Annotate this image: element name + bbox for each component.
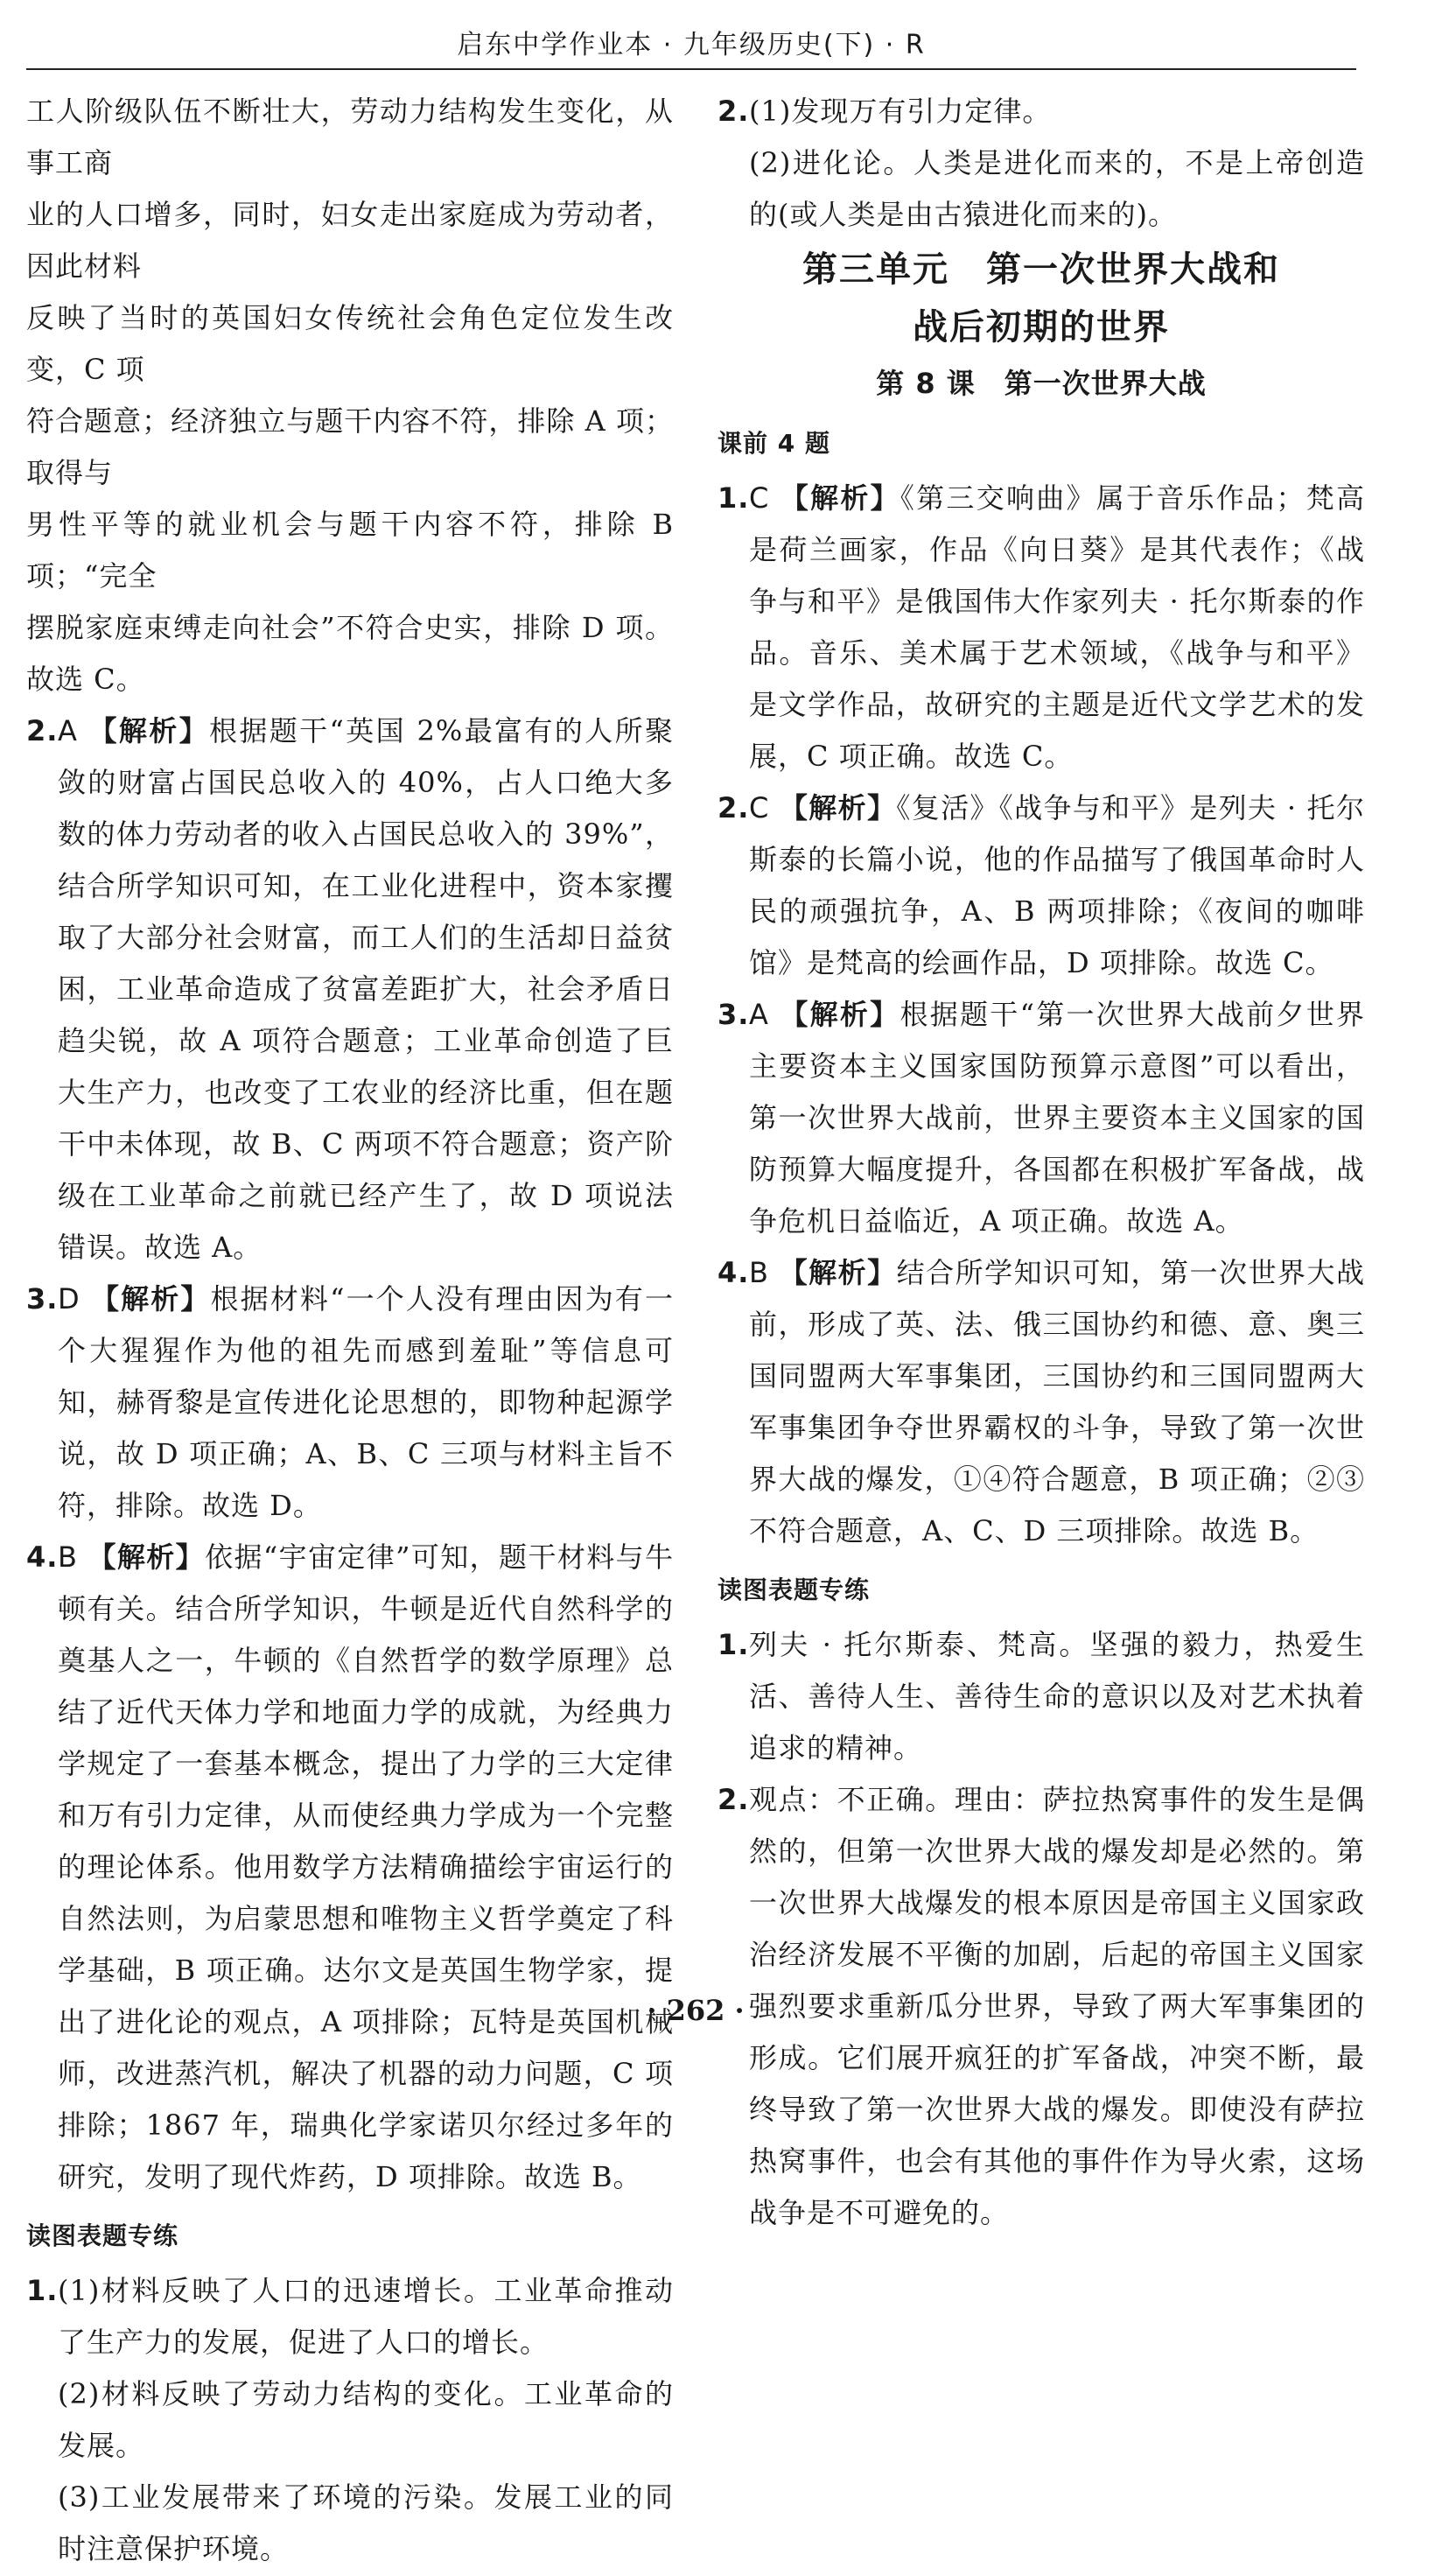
question-number: 2. (718, 791, 750, 824)
section-heading: 课前 4 题 (718, 429, 830, 458)
intro-line: 业的人口增多，同时，妇女走出家庭成为劳动者，因此材料 (26, 198, 674, 283)
analysis-text: 依据“宇宙定律”可知，题干材料与牛顿有关。结合所学知识，牛顿是近代自然科学的奠基人之一，牛顿的《自然哲学的数学原理》总结了近代天体力学和地面力学的成就，为经典力学规定了一套基本概念，提出了力学的三大定律和万有引力定律，从而使经典力学成为一个完整的理论体系。他用数学方法精确描绘宇宙运行的自然法则，为启蒙思想和唯物主义哲学奠定了科学基础，B 项正确。达尔文是英国生物学家，提出了进化论的观点，A 项排除；瓦特是英国机械师，改进蒸汽机，解决了机器的动力问题，C 项排除；1867 年，瑞典化学家诺贝尔经过多年的研究，发明了现代炸药，D 项排除。故选 B。 (58, 1540, 674, 2193)
analysis-text: 根据材料“一个人没有理由因为有一个大猩猩作为他的祖先而感到羞耻”等信息可知，赫胥黎是宣传进化论思想的，即物种起源学说，故 D 项正确；A、B、C 三项与材料主旨不符，排除。故选 D。 (58, 1282, 674, 1522)
page-number: · 262 · (647, 1994, 745, 2027)
answer-part: (2)材料反映了劳动力结构的变化。工业革命的发展。 (58, 2377, 674, 2462)
unit-title-line: 第三单元 第一次世界大战和 (802, 249, 1280, 290)
reading-question-1 (718, 1619, 1365, 1774)
analysis-text: 根据题干“第一次世界大战前夕世界主要资本主义国家国防预算示意图”可以看出，第一次世界大战前，世界主要资本主义国家的国防预算大幅度提升，各国都在积极扩军备战，战争危机日益临近，A 项正确。故选 A。 (749, 998, 1365, 1238)
analysis-tag: 【解析】 (780, 481, 900, 515)
answer-letter: A (58, 714, 78, 747)
intro-line: 工人阶级队伍不断壮大，劳动力结构发生变化，从事工商 (26, 95, 674, 179)
book-title: 启东中学作业本 · 九年级历史(下) · R (457, 30, 926, 60)
question-number: 4. (26, 1540, 59, 1574)
question-4 (26, 1532, 674, 2203)
question-number: 2. (26, 714, 59, 747)
question-number: 1. (718, 481, 750, 515)
answer-letter: B (58, 1540, 78, 1574)
analysis-tag: 【解析】 (779, 791, 897, 824)
intro-line: 反映了当时的英国妇女传统社会角色定位发生改变，C 项 (26, 301, 674, 386)
question-number: 1. (718, 1628, 750, 1661)
right-column (718, 86, 1365, 2239)
question-4 (718, 1247, 1365, 1557)
analysis-text: 《复活》《战争与和平》是列夫 · 托尔斯泰的长篇小说，他的作品描写了俄国革命时人民的顽强抗争，A、B 两项排除；《夜间的咖啡馆》是梵高的绘画作品，D 项排除。故选 C。 (749, 791, 1365, 979)
analysis-text: 结合所学知识可知，第一次世界大战前，形成了英、法、俄三国协约和德、意、奥三国同盟两大军事集团，三国协约和三国同盟两大军事集团争夺世界霸权的斗争，导致了第一次世界大战的爆发，①④符合题意，B 项正确；②③不符合题意，A、C、D 三项排除。故选 B。 (749, 1256, 1365, 1547)
unit-title (718, 241, 1365, 356)
answer-part: (1)发现万有引力定律。 (749, 95, 1052, 128)
question-3 (26, 1273, 674, 1532)
unit-title-line: 战后初期的世界 (913, 307, 1170, 347)
answer-text: 观点：不正确。理由：萨拉热窝事件的发生是偶然的，但第一次世界大战的爆发却是必然的。第一次世界大战爆发的根本原因是帝国主义国家政治经济发展不平衡的加剧，后起的帝国主义国家强烈要求重新瓜分世界，导致了两大军事集团的形成。它们展开疯狂的扩军备战，冲突不断，最终导致了第一次世界大战的爆发。即使没有萨拉热窝事件，也会有其他的事件作为导火索，这场战争是不可避免的。 (749, 1783, 1365, 2229)
lesson-title: 第 8 课 第一次世界大战 (876, 367, 1207, 400)
analysis-tag: 【解析】 (780, 998, 900, 1031)
analysis-tag: 【解析】 (88, 714, 209, 747)
section-heading: 读图表题专练 (718, 1575, 871, 1604)
answer-letter: C (749, 481, 770, 515)
answer-letter: D (58, 1282, 80, 1316)
page-header (26, 26, 1356, 70)
answer-part: (3)工业发展带来了环境的污染。发展工业的同时注意保护环境。 (58, 2480, 674, 2565)
question-number: 4. (718, 1256, 750, 1289)
analysis-text: 《第三交响曲》属于音乐作品；梵高是荷兰画家，作品《向日葵》是其代表作；《战争与和平》是俄国伟大作家列夫 · 托尔斯泰的作品。音乐、美术属于艺术领域，《战争与和平》是文学作品，故研究的主题是近代文学艺术的发展，C 项正确。故选 C。 (749, 481, 1365, 773)
answer-letter: B (749, 1256, 769, 1289)
question-2 (26, 705, 674, 1273)
analysis-tag: 【解析】 (779, 1256, 897, 1289)
answer-part: (1)材料反映了人口的迅速增长。工业革命推动了生产力的发展，促进了人口的增长。 (58, 2274, 674, 2359)
question-number: 2. (718, 95, 750, 128)
answer-letter: A (749, 998, 769, 1031)
question-number: 1. (26, 2274, 59, 2307)
question-3 (718, 989, 1365, 1247)
question-number: 3. (26, 1282, 59, 1316)
intro-line: 男性平等的就业机会与题干内容不符，排除 B 项；“完全 (26, 508, 674, 593)
left-column (26, 86, 674, 2575)
analysis-tag: 【解析】 (90, 1282, 211, 1316)
intro-line: 摆脱家庭束缚走向社会”不符合史实，排除 D 项。故选 C。 (26, 611, 674, 696)
answer-part: (2)进化论。人类是进化而来的，不是上帝创造的(或人类是由古猿进化而来的)。 (749, 146, 1365, 231)
question-number: 3. (718, 998, 750, 1031)
intro-line: 符合题意；经济独立与题干内容不符，排除 A 项；取得与 (26, 404, 674, 489)
question-1 (718, 473, 1365, 782)
question-2 (718, 782, 1365, 989)
answer-text: 列夫 · 托尔斯泰、梵高。坚强的毅力，热爱生活、善待人生、善待生命的意识以及对艺术执着追求的精神。 (749, 1628, 1365, 1765)
section-heading: 读图表题专练 (26, 2221, 179, 2250)
answer-letter: C (749, 791, 770, 824)
question-number: 2. (718, 1783, 750, 1816)
reading-question-2 (718, 86, 1365, 137)
analysis-tag: 【解析】 (88, 1540, 206, 1574)
reading-question-1 (26, 2265, 674, 2368)
analysis-text: 根据题干“英国 2%最富有的人所聚敛的财富占国民总收入的 40%，占人口绝大多数的体力劳动者的收入占国民总收入的 39%”，结合所学知识可知，在工业化进程中，资本家攫取了大部分社会财富，而工人们的生活却日益贫困，工业革命造成了贫富差距扩大，社会矛盾日趋尖锐，故 A 项符合题意；工业革命创造了巨大生产力，也改变了工农业的经济比重，但在题干中未体现，故 B、C 两项不符合题意；资产阶级在工业革命之前就已经产生了，故 D 项说法错误。故选 A。 (58, 714, 674, 1264)
